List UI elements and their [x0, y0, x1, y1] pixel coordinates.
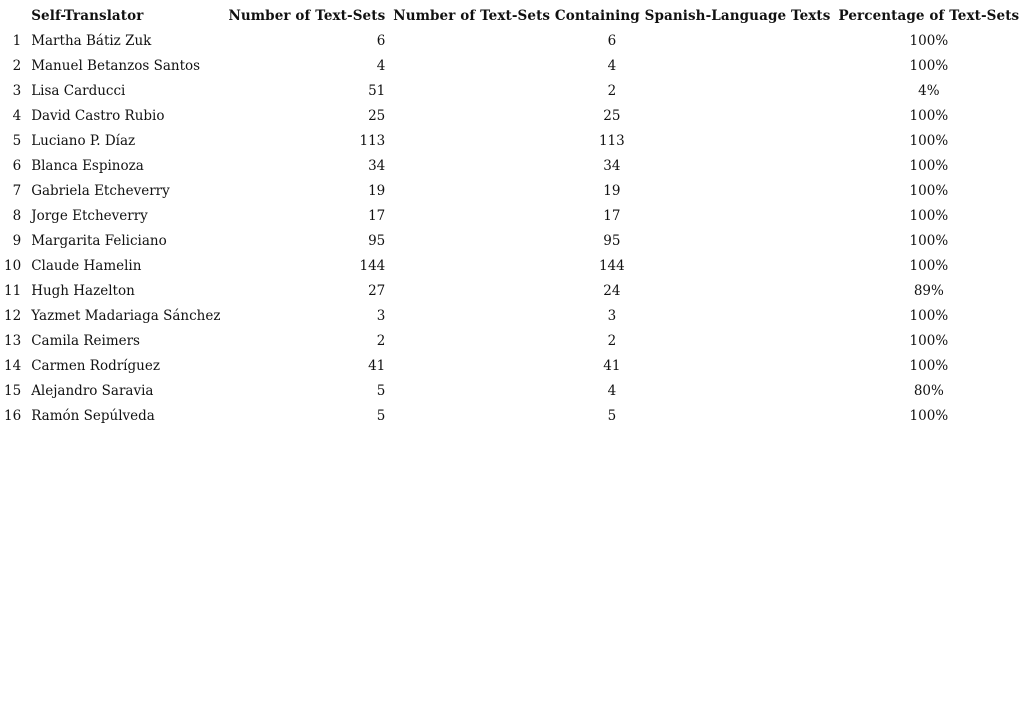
table-row — [0, 179, 1023, 204]
cell-index: 1 — [12, 33, 22, 49]
column-header-percentage: Percentage of Text-Sets — [838, 8, 1020, 24]
cell-text-sets: 51 — [368, 83, 386, 99]
cell-spanish-text-sets: 95 — [603, 233, 621, 249]
cell-self-translator: Alejandro Saravia — [31, 383, 154, 399]
cell-index: 11 — [4, 283, 22, 299]
table-body — [0, 29, 1023, 429]
cell-self-translator: Martha Bátiz Zuk — [31, 33, 152, 49]
cell-spanish-text-sets: 3 — [607, 308, 617, 324]
column-header-spanish-text-sets: Number of Text-Sets Containing Spanish-Language Texts — [393, 8, 831, 24]
cell-spanish-text-sets: 5 — [607, 408, 617, 424]
cell-spanish-text-sets: 24 — [603, 283, 621, 299]
cell-self-translator: Jorge Etcheverry — [31, 208, 148, 224]
cell-self-translator: David Castro Rubio — [31, 108, 165, 124]
table-row — [0, 54, 1023, 79]
cell-self-translator: Ramón Sepúlveda — [31, 408, 155, 424]
cell-percentage: 4% — [918, 83, 940, 99]
cell-index: 15 — [4, 383, 22, 399]
cell-spanish-text-sets: 4 — [607, 383, 617, 399]
cell-spanish-text-sets: 2 — [607, 83, 617, 99]
cell-self-translator: Margarita Feliciano — [31, 233, 167, 249]
column-header-self-translator: Self-Translator — [31, 8, 144, 24]
cell-self-translator: Claude Hamelin — [31, 258, 142, 274]
cell-percentage: 100% — [909, 183, 949, 199]
table-row — [0, 404, 1023, 429]
cell-text-sets: 41 — [368, 358, 386, 374]
cell-text-sets: 3 — [376, 308, 386, 324]
cell-spanish-text-sets: 17 — [603, 208, 621, 224]
cell-index: 5 — [12, 133, 22, 149]
cell-index: 4 — [12, 108, 22, 124]
cell-percentage: 100% — [909, 308, 949, 324]
cell-self-translator: Hugh Hazelton — [31, 283, 135, 299]
table-row — [0, 354, 1023, 379]
cell-spanish-text-sets: 25 — [603, 108, 621, 124]
cell-self-translator: Manuel Betanzos Santos — [31, 58, 201, 74]
cell-percentage: 100% — [909, 108, 949, 124]
cell-index: 9 — [12, 233, 22, 249]
cell-self-translator: Blanca Espinoza — [31, 158, 144, 174]
table-row — [0, 304, 1023, 329]
table-row — [0, 154, 1023, 179]
cell-spanish-text-sets: 41 — [603, 358, 621, 374]
header-row — [0, 4, 1023, 29]
cell-spanish-text-sets: 113 — [598, 133, 625, 149]
table-row — [0, 104, 1023, 129]
cell-text-sets: 34 — [368, 158, 386, 174]
cell-percentage: 100% — [909, 133, 949, 149]
table-row — [0, 279, 1023, 304]
cell-text-sets: 6 — [376, 33, 386, 49]
cell-text-sets: 17 — [368, 208, 386, 224]
cell-text-sets: 19 — [368, 183, 386, 199]
cell-self-translator: Yazmet Madariaga Sánchez — [31, 308, 221, 324]
table-container — [0, 4, 1023, 429]
table-row — [0, 79, 1023, 104]
cell-spanish-text-sets: 2 — [607, 333, 617, 349]
cell-percentage: 100% — [909, 258, 949, 274]
cell-self-translator: Luciano P. Díaz — [31, 133, 136, 149]
cell-percentage: 100% — [909, 408, 949, 424]
cell-self-translator: Gabriela Etcheverry — [31, 183, 170, 199]
column-header-index — [0, 4, 27, 29]
cell-text-sets: 95 — [368, 233, 386, 249]
cell-index: 12 — [4, 308, 22, 324]
cell-spanish-text-sets: 19 — [603, 183, 621, 199]
cell-percentage: 100% — [909, 158, 949, 174]
cell-text-sets: 5 — [376, 383, 386, 399]
cell-percentage: 80% — [913, 383, 944, 399]
self-translator-table — [0, 4, 1023, 429]
cell-percentage: 100% — [909, 233, 949, 249]
cell-percentage: 100% — [909, 33, 949, 49]
cell-text-sets: 27 — [368, 283, 386, 299]
table-row — [0, 329, 1023, 354]
table-row — [0, 129, 1023, 154]
table-row — [0, 204, 1023, 229]
table-row — [0, 229, 1023, 254]
cell-percentage: 100% — [909, 333, 949, 349]
cell-self-translator: Camila Reimers — [31, 333, 140, 349]
cell-index: 8 — [12, 208, 22, 224]
table-row — [0, 254, 1023, 279]
cell-text-sets: 4 — [376, 58, 386, 74]
cell-text-sets: 2 — [376, 333, 386, 349]
cell-index: 16 — [4, 408, 22, 424]
cell-text-sets: 25 — [368, 108, 386, 124]
cell-index: 3 — [12, 83, 22, 99]
cell-spanish-text-sets: 34 — [603, 158, 621, 174]
cell-percentage: 100% — [909, 358, 949, 374]
cell-index: 13 — [4, 333, 22, 349]
cell-self-translator: Carmen Rodríguez — [31, 358, 160, 374]
cell-spanish-text-sets: 144 — [598, 258, 625, 274]
cell-index: 10 — [4, 258, 22, 274]
cell-percentage: 89% — [913, 283, 944, 299]
table-row — [0, 379, 1023, 404]
cell-percentage: 100% — [909, 58, 949, 74]
column-header-text-sets: Number of Text-Sets — [228, 8, 386, 24]
cell-text-sets: 144 — [359, 258, 386, 274]
cell-percentage: 100% — [909, 208, 949, 224]
cell-index: 14 — [4, 358, 22, 374]
cell-spanish-text-sets: 6 — [607, 33, 617, 49]
cell-self-translator: Lisa Carducci — [31, 83, 126, 99]
cell-index: 7 — [12, 183, 22, 199]
cell-index: 6 — [12, 158, 22, 174]
table-header — [0, 4, 1023, 29]
cell-text-sets: 113 — [359, 133, 386, 149]
cell-index: 2 — [12, 58, 22, 74]
cell-spanish-text-sets: 4 — [607, 58, 617, 74]
cell-text-sets: 5 — [376, 408, 386, 424]
table-row — [0, 29, 1023, 54]
